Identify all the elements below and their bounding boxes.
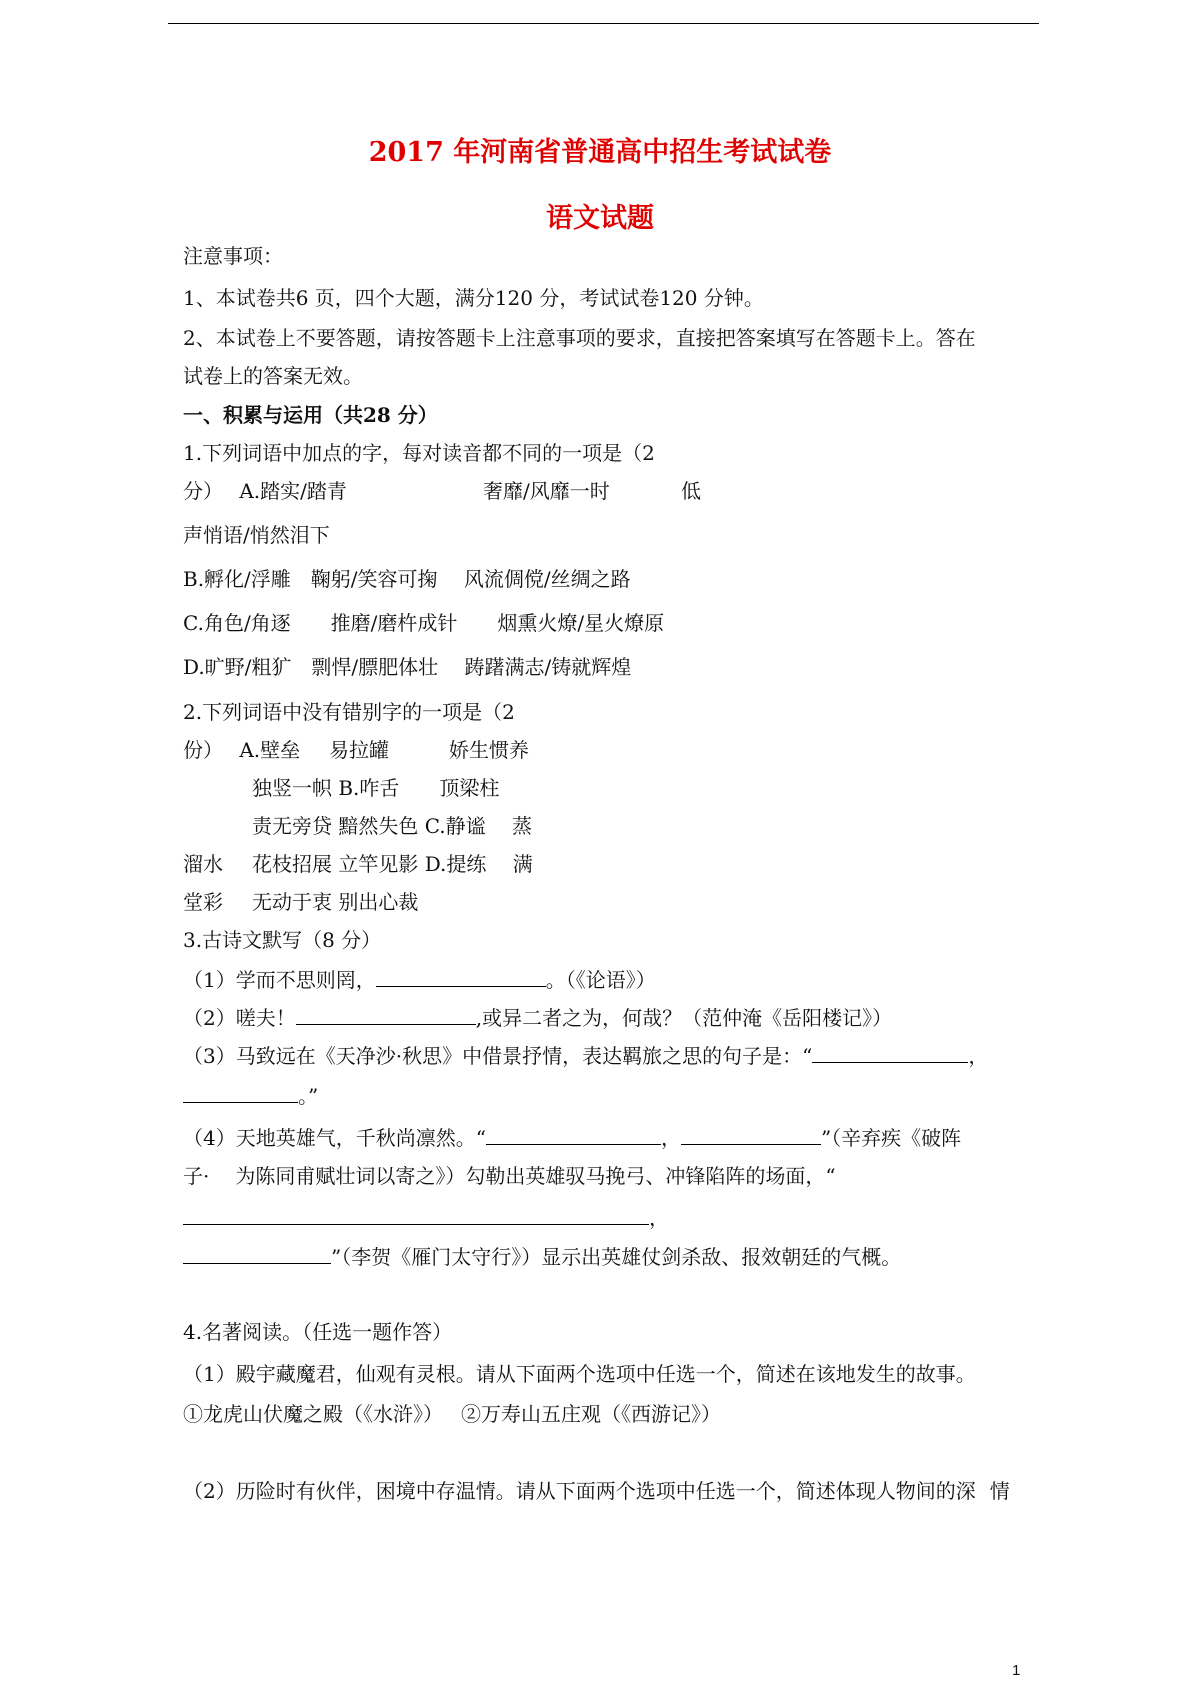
page-subtitle: 语文试题 — [546, 203, 654, 234]
q2-option-a-3: 娇生惯养 — [449, 738, 529, 762]
q3-s1-text: （1）学而不思则罔， — [183, 968, 376, 992]
page-title: 2017 年河南省普通高中招生考试试卷 — [368, 137, 832, 168]
q3-sentence-4 — [183, 1126, 961, 1148]
q2-line-3: 责无旁贷 黯然失色 C.静谧 蒸 — [252, 814, 533, 838]
q3-stem: 3.古诗文默写（8 分） — [183, 928, 382, 952]
notes-item-2b: 试卷上的答案无效。 — [183, 364, 363, 388]
q2-stem: 2.下列词语中没有错别字的一项是（2 — [183, 700, 515, 724]
q1-option-a-3: 低 — [681, 479, 701, 503]
q3-s4-source-c: 为陈同甫赋壮词以寄之》）勾勒出英雄驭马挽弓、冲锋陷阵的场面，“ — [235, 1164, 836, 1188]
q1-option-d: D.旷野/粗犷 剽悍/膘肥体壮 踌躇满志/铸就辉煌 — [183, 655, 632, 679]
q3-s3-text: （3）马致远在《天净沙·秋思》中借景抒情，表达羁旅之思的句子是：“ — [183, 1044, 813, 1068]
q2-line-5-lead: 堂彩 — [183, 890, 223, 914]
q3-sentence-1 — [183, 968, 656, 990]
q3-sentence-4-blank-line — [183, 1206, 669, 1228]
q4-part-2-text: （2）历险时有伙伴，困境中存温情。请从下面两个选项中任选一个，简述体现人物间的深 — [183, 1479, 976, 1503]
q3-sentence-3 — [183, 1044, 988, 1066]
q3-s3-end: 。” — [298, 1084, 319, 1108]
q3-sentence-4-cont — [183, 1166, 836, 1186]
q3-sentence-4-end — [183, 1245, 901, 1267]
q4-part-1-options — [183, 1402, 721, 1426]
notes-heading: 注意事项： — [183, 244, 283, 268]
section-1-heading: 一、积累与运用（共28 分） — [183, 403, 438, 427]
q2-line-5 — [183, 890, 419, 914]
q3-s4-blank-1[interactable] — [486, 1126, 661, 1145]
q3-s2-blank[interactable] — [296, 1006, 476, 1025]
q3-s1-blank[interactable] — [376, 968, 546, 987]
page-number: 1 — [1012, 1662, 1021, 1679]
q3-s2-text: （2）嗟夫！ — [183, 1006, 296, 1030]
q4-option-2: ②万寿山五庄观（《西游记》） — [461, 1402, 721, 1426]
q4-part-2 — [183, 1481, 1010, 1501]
q3-s4-source-a: ”（辛弃疾《破阵 — [820, 1126, 962, 1150]
q1-option-b: B.孵化/浮雕 鞠躬/笑容可掬 风流倜傥/丝绸之路 — [183, 567, 631, 591]
q3-s4-source-b: 子· — [183, 1164, 210, 1188]
q3-s1-source: 。（《论语》） — [545, 968, 656, 992]
notes-item-1: 1、本试卷共6 页，四个大题，满分120 分，考试试卷120 分钟。 — [183, 286, 764, 310]
q4-part-1: （1）殿宇藏魔君，仙观有灵根。请从下面两个选项中任选一个，简述在该地发生的故事。 — [183, 1362, 976, 1386]
q3-s3-blank-2[interactable] — [183, 1084, 298, 1103]
q4-option-1: ①龙虎山伏魔之殿（《水浒》） — [183, 1402, 443, 1426]
q4-part-2-end: 情 — [989, 1479, 1010, 1503]
q2-line-5-rest: 无动于衷 别出心裁 — [252, 890, 419, 914]
q2-line-1 — [183, 738, 529, 762]
q3-s2-source: ,或异二者之为，何哉？（范仲淹《岳阳楼记》） — [475, 1006, 893, 1030]
q1-line-a — [183, 479, 701, 503]
q1-option-a-1: A.踏实/踏青 — [239, 479, 347, 503]
q2-score: 份） — [183, 738, 223, 762]
q3-s4-blank-3[interactable] — [183, 1206, 649, 1225]
q3-s4-source-d: ”（李贺《雁门太守行》）显示出英雄仗剑杀敌、报效朝廷的气概。 — [331, 1245, 902, 1269]
q1-option-a-2: 奢靡/风靡一时 — [483, 479, 610, 503]
q1-stem: 1.下列词语中加点的字，每对读音都不同的一项是（2 — [183, 441, 655, 465]
q2-line-4-lead: 溜水 — [183, 852, 223, 876]
q3-s4-comma-2: ， — [649, 1206, 669, 1230]
q3-s3-comma: ， — [968, 1044, 989, 1068]
q3-s4-blank-2[interactable] — [681, 1126, 821, 1145]
q3-sentence-2 — [183, 1006, 892, 1028]
q1-score: 分） — [183, 479, 223, 503]
q3-s4-blank-4[interactable] — [183, 1245, 331, 1264]
q2-line-4 — [183, 852, 533, 876]
q3-s4-text: （4）天地英雄气，千秋尚凛然。“ — [183, 1126, 486, 1150]
q3-sentence-3-cont — [183, 1084, 318, 1106]
q2-line-2: 独竖一帜 B.咋舌 顶梁柱 — [252, 776, 500, 800]
q2-line-4-rest: 花枝招展 立竿见影 D.提练 满 — [252, 852, 533, 876]
notes-item-2a: 2、本试卷上不要答题，请按答题卡上注意事项的要求，直接把答案填写在答题卡上。答在 — [183, 326, 976, 350]
q2-option-a-2: 易拉罐 — [329, 738, 389, 762]
header-rule — [168, 23, 1039, 24]
q3-s4-comma: ， — [660, 1126, 681, 1150]
q1-option-a-4: 声悄语/悄然泪下 — [183, 523, 330, 547]
q3-s3-blank-1[interactable] — [812, 1044, 968, 1063]
q4-stem: 4.名著阅读。（任选一题作答） — [183, 1320, 453, 1344]
q1-option-c: C.角色/角逐 推磨/磨杵成针 烟熏火燎/星火燎原 — [183, 611, 665, 635]
q2-option-a-1: A.壁垒 — [239, 738, 301, 762]
